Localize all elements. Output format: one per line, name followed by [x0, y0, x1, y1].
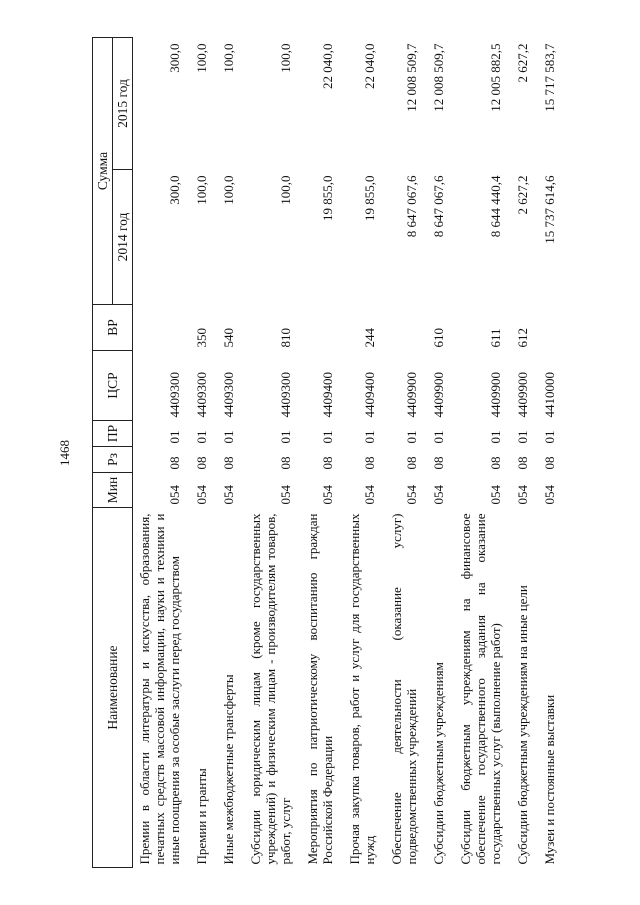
- row-vr-code: 810: [278, 328, 293, 348]
- row-name: Премии и гранты: [194, 768, 209, 865]
- table-body: [133, 37, 564, 867]
- row-rz-code: 08: [515, 456, 530, 470]
- row-csr-code: 4409900: [404, 372, 419, 418]
- row-name: Мероприятия по патриотическому воспитанию граждан Российской Федерации: [305, 513, 335, 865]
- row-name: Субсидии бюджетным учреждениям на финансовое обеспечение государственного задания на оказание государственных услуг (выполнение работ): [458, 513, 503, 865]
- row-amount-2015: 12 005 882,5: [488, 43, 503, 112]
- row-name: Музеи и постоянные выставки: [542, 694, 557, 865]
- row-csr-code: 4409900: [515, 372, 530, 418]
- row-rz-code: 08: [194, 456, 209, 470]
- row-csr-code: 4409300: [278, 372, 293, 418]
- table-row: [133, 37, 189, 867]
- row-csr-code: 4410000: [542, 372, 557, 418]
- table-row: [242, 37, 299, 867]
- row-amount-2014: 19 855,0: [320, 175, 335, 221]
- row-vr-code: 244: [362, 328, 377, 348]
- row-amount-2015: 300,0: [167, 43, 182, 73]
- row-rz-code: 08: [167, 456, 182, 470]
- row-amount-2015: 22 040,0: [362, 43, 377, 89]
- row-amount-2014: 19 855,0: [362, 175, 377, 221]
- table-row: [341, 37, 383, 867]
- row-name: Обеспечение деятельности (оказание услуг) подведомственных учреждений: [389, 513, 419, 865]
- row-rz-code: 08: [320, 456, 335, 470]
- row-name: Прочая закупка товаров, работ и услуг для государственных нужд: [347, 513, 377, 865]
- row-vr-code: 610: [431, 328, 446, 348]
- row-min-code: 054: [320, 485, 335, 505]
- row-name: Субсидии бюджетным учреждениям: [431, 662, 446, 865]
- row-pr-code: 01: [194, 430, 209, 444]
- row-amount-2014: 100,0: [194, 175, 209, 205]
- row-amount-2014: 8 644 440,4: [488, 175, 503, 238]
- row-rz-code: 08: [278, 456, 293, 470]
- table-row: [452, 37, 509, 867]
- header-csr: ЦСР: [93, 351, 133, 421]
- header-pr: ПР: [93, 421, 133, 447]
- header-name: Наименование: [93, 508, 133, 868]
- row-rz-code: 08: [542, 456, 557, 470]
- row-amount-2015: 15 717 583,7: [542, 43, 557, 112]
- table-row: [509, 37, 536, 867]
- table-header: [93, 37, 133, 867]
- row-vr-code: 350: [194, 328, 209, 348]
- row-name: Субсидии бюджетным учреждениям на иные цели: [515, 585, 530, 865]
- row-vr-code: 612: [515, 328, 530, 348]
- rotated-document-page: [50, 38, 640, 868]
- row-vr-code: [299, 305, 341, 351]
- row-amount-2015: 100,0: [278, 43, 293, 73]
- table-row: [215, 37, 242, 867]
- row-pr-code: 01: [488, 430, 503, 444]
- row-amount-2015: 100,0: [221, 43, 236, 73]
- row-name: Премии в области литературы и искусства, образования, печатных средств массовой информации, науки и техники и иные поощрения за особые заслуги перед государством: [137, 513, 182, 865]
- header-rz: Рз: [93, 447, 133, 473]
- row-pr-code: 01: [278, 430, 293, 444]
- row-csr-code: 4409300: [194, 372, 209, 418]
- row-amount-2014: 15 737 614,6: [542, 175, 557, 244]
- header-vr: ВР: [93, 305, 133, 351]
- row-rz-code: 08: [488, 456, 503, 470]
- row-amount-2014: 100,0: [278, 175, 293, 205]
- row-amount-2015: 100,0: [194, 43, 209, 73]
- row-amount-2014: 8 647 067,6: [404, 175, 419, 238]
- row-rz-code: 08: [404, 456, 419, 470]
- header-sum: Сумма: [93, 37, 113, 304]
- row-amount-2015: 12 008 509,7: [404, 43, 419, 112]
- table-row: [536, 37, 563, 867]
- row-pr-code: 01: [515, 430, 530, 444]
- table-row: [383, 37, 425, 867]
- row-vr-code: [133, 305, 189, 351]
- row-pr-code: 01: [431, 430, 446, 444]
- row-pr-code: 01: [320, 430, 335, 444]
- row-min-code: 054: [488, 485, 503, 505]
- row-name: Субсидии юридическим лицам (кроме государственных учреждений) и физическим лицам - производителям товаров, работ, услуг: [248, 513, 293, 865]
- row-pr-code: 01: [542, 430, 557, 444]
- row-amount-2015: 22 040,0: [320, 43, 335, 89]
- row-min-code: 054: [404, 485, 419, 505]
- row-min-code: 054: [194, 485, 209, 505]
- row-min-code: 054: [431, 485, 446, 505]
- row-csr-code: 4409300: [167, 372, 182, 418]
- table-row: [188, 37, 215, 867]
- table-row: [299, 37, 341, 867]
- row-csr-code: 4409300: [221, 372, 236, 418]
- row-rz-code: 08: [362, 456, 377, 470]
- row-amount-2014: 2 627,2: [515, 175, 530, 215]
- row-rz-code: 08: [221, 456, 236, 470]
- header-year-2015: 2015 год: [113, 37, 133, 169]
- row-pr-code: 01: [404, 430, 419, 444]
- row-csr-code: 4409400: [362, 372, 377, 418]
- row-amount-2015: 12 008 509,7: [431, 43, 446, 112]
- table-row: [425, 37, 452, 867]
- row-vr-code: [383, 305, 425, 351]
- row-amount-2014: 300,0: [167, 175, 182, 205]
- row-min-code: 054: [362, 485, 377, 505]
- row-amount-2014: 8 647 067,6: [431, 175, 446, 238]
- row-vr-code: [536, 305, 563, 351]
- row-name: Иные межбюджетные трансферты: [221, 674, 236, 865]
- row-csr-code: 4409900: [488, 372, 503, 418]
- row-min-code: 054: [515, 485, 530, 505]
- row-amount-2014: 100,0: [221, 175, 236, 205]
- row-pr-code: 01: [362, 430, 377, 444]
- row-min-code: 054: [221, 485, 236, 505]
- row-rz-code: 08: [431, 456, 446, 470]
- row-pr-code: 01: [167, 430, 182, 444]
- page-number: 1468: [57, 440, 72, 466]
- row-vr-code: 540: [221, 328, 236, 348]
- row-min-code: 054: [278, 485, 293, 505]
- row-min-code: 054: [542, 485, 557, 505]
- row-csr-code: 4409900: [431, 372, 446, 418]
- row-pr-code: 01: [221, 430, 236, 444]
- header-year-2014: 2014 год: [113, 170, 133, 305]
- budget-table: [92, 37, 563, 868]
- row-vr-code: 611: [488, 328, 503, 348]
- header-min: Мин: [93, 473, 133, 508]
- row-amount-2015: 2 627,2: [515, 43, 530, 83]
- row-csr-code: 4409400: [320, 372, 335, 418]
- row-min-code: 054: [167, 485, 182, 505]
